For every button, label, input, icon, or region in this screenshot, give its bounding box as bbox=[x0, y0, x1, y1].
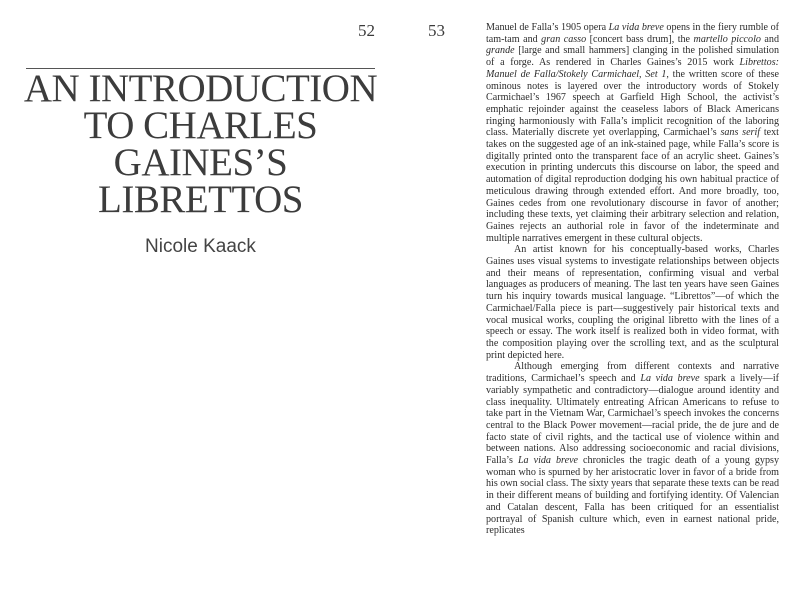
italic-run: martello piccolo bbox=[693, 33, 761, 45]
italic-run: La vida breve bbox=[517, 455, 579, 467]
italic-run: La vida breve bbox=[608, 22, 664, 33]
text-run: Although emerging from different contexts and narrative traditions, Carmichael’s speech and bbox=[486, 361, 779, 385]
text-run: opens in the fiery rumble of tam-tam and bbox=[486, 22, 779, 45]
text-run: and bbox=[760, 33, 779, 45]
italic-run: sans serif bbox=[720, 127, 761, 139]
paragraph bbox=[486, 361, 779, 537]
italic-run: La vida breve bbox=[640, 373, 700, 385]
title-line: AN INTRODUCTION bbox=[23, 67, 378, 110]
article-title bbox=[18, 67, 383, 221]
title-line: TO CHARLES bbox=[83, 104, 318, 147]
page-number-right: 53 bbox=[428, 21, 445, 40]
text-run: text takes on the suggested age of an ink-stained page, while Falla’s score is digitally printed onto the transparent face of an acrylic sheet. Gaines’s execution in printing undercuts this discourse on labor, the speed and automation of digital reproduction dodging his own habitual practice of meticulous drawing through extended effort. And more broadly, too, Gaines cedes from one revolutionary discourse in favor of another; including these texts, yet claiming their arbitrary selection and relation, Gaines rejects an authorial role in favor of the indeterminate and multiple narratives emergent in these cultural objects. bbox=[486, 127, 779, 244]
title-line: LIBRETTOS bbox=[98, 178, 303, 221]
title-line: GAINES’S bbox=[113, 141, 288, 184]
italic-run: gran casso bbox=[541, 33, 587, 45]
author-name: Nicole Kaack bbox=[145, 236, 256, 257]
text-run: An artist known for his conceptually-based works, Charles Gaines uses visual systems to investigate relationships between objects and their means of representation, confirming visual and verbal languages as producers of meaning. The last ten years have seen Gaines turn his inquiry towards musical language. “Librettos”—of which the Carmichael/Falla piece is part—suggestively pair historical texts and vocal musical works, coupling the original libretto with the lines of a speech or essay. The work itself is realized both in video format, with the composition playing over the scrolling text, and as the sculptural print depicted here. bbox=[486, 244, 779, 361]
paragraph bbox=[486, 244, 779, 361]
body-text bbox=[486, 22, 779, 537]
text-run: [large and small hammers] clanging in the polished simulation of a forge. As rendered in Charles Gaines’s 2015 work bbox=[486, 45, 779, 69]
text-run: , the written score of these ominous notes is layered over the introductory words of Stokely Carmichael’s 1967 speech at Garfield High School, the activist’s emphatic rejoinder against the ceaseless labors of Black Americans ringing harmoniously with Falla’s implicit recognition of the laboring class. Materially discrete yet overlapping, Carmichael’s bbox=[486, 68, 779, 139]
italic-run: Librettos: Manuel de Falla/Stokely Carmichael, Set 1 bbox=[486, 57, 779, 80]
text-run: chronicles the tragic death of a young gypsy woman who is spurned by her aristocratic lover in favor of a bride from his own social class. The sixty years that separate these texts can be read in their different means of building and fortifying identity. Of Valencian and Catalan descent, Falla has been critiqued for an essentialist portrayal of Spanish culture which, even in earnest national pride, replicates bbox=[486, 455, 779, 537]
page-number-left: 52 bbox=[358, 21, 375, 40]
text-run: [concert bass drum], the bbox=[586, 33, 694, 45]
italic-run: grande bbox=[486, 45, 515, 57]
text-run: spark a lively—if variably sympathetic and contradictory—dialogue around identity and class inequality. Ultimately entreating African Americans to refuse to take part in the Vietnam War, Carmichael’s speech invokes the concerns central to the Black Power movement—racial pride, the de jure and de facto state of civil rights, and the tactical use of violence within and between nations. Also addressing socioeconomic and racial divisions, Falla’s bbox=[486, 373, 779, 467]
text-run: Manuel de Falla’s 1905 opera bbox=[486, 22, 609, 33]
left-page bbox=[0, 0, 401, 602]
paragraph bbox=[486, 22, 779, 244]
right-page bbox=[402, 0, 803, 602]
